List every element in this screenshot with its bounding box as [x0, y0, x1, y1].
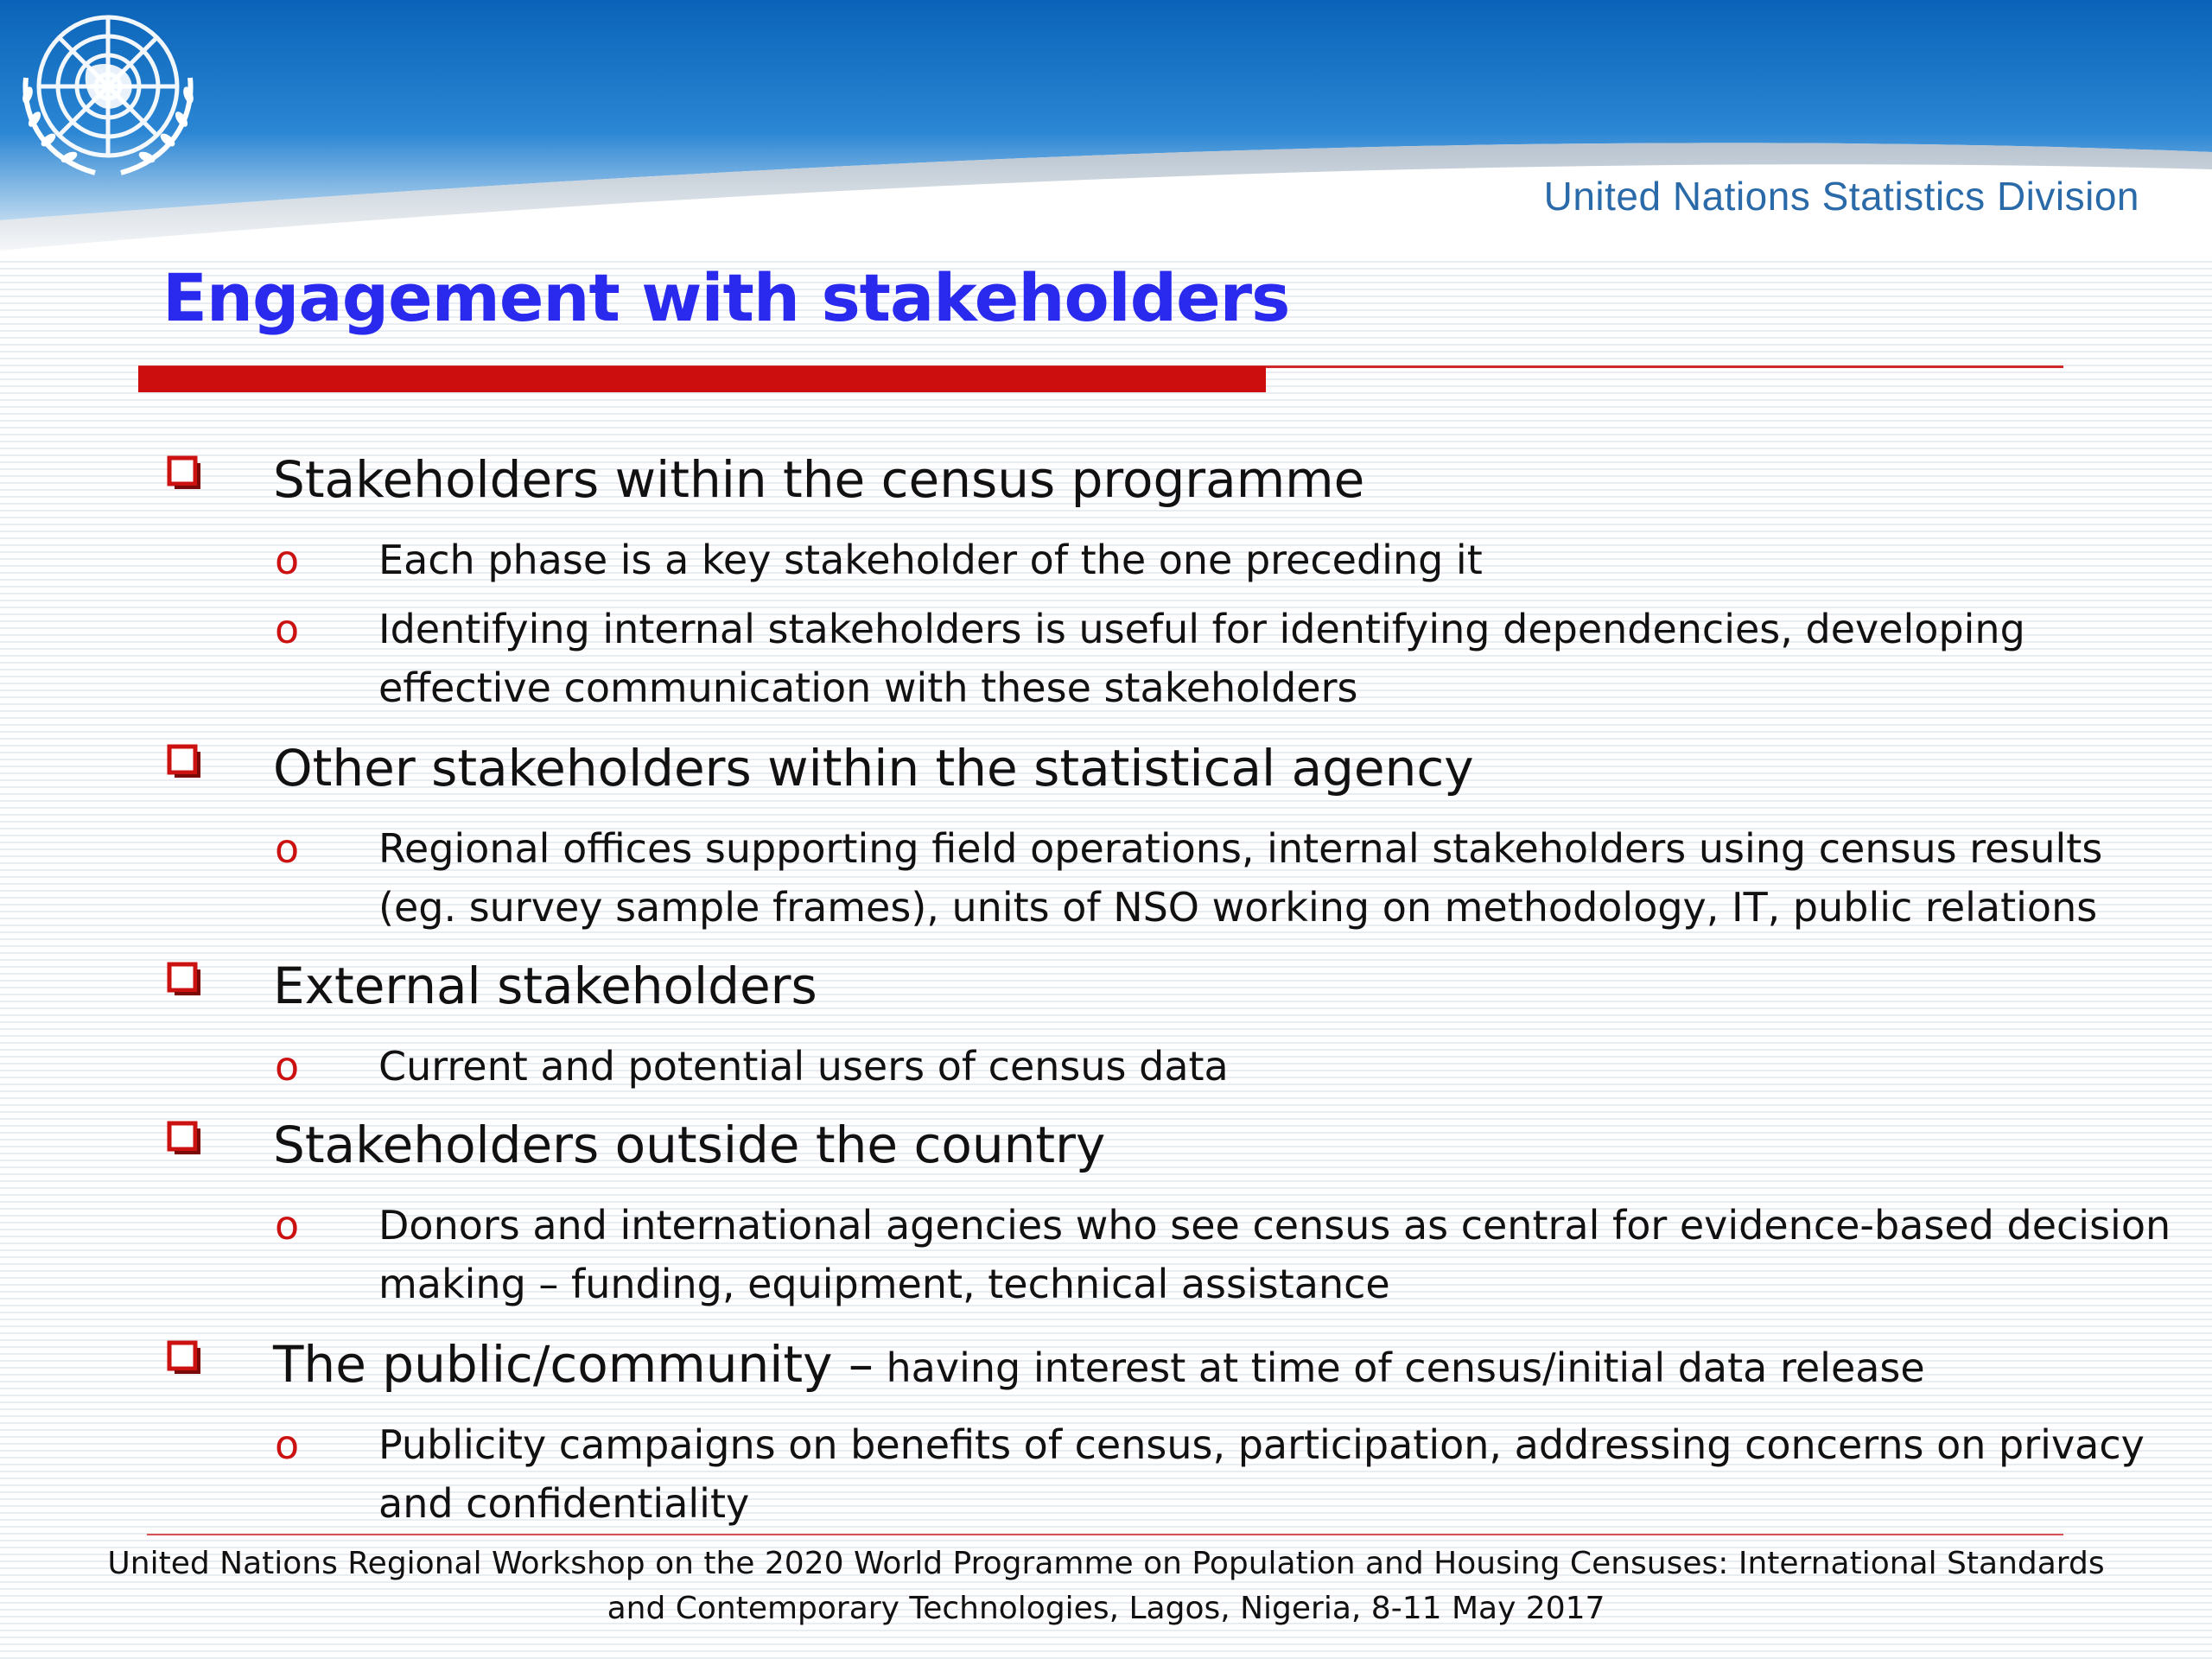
organization-name: United Nations Statistics Division	[1543, 174, 2139, 219]
footer	[86, 1541, 2126, 1631]
slide-title: Engagement with stakeholders	[162, 259, 1290, 336]
checkbox-bullet-icon	[166, 1120, 202, 1156]
section-heading: External stakeholders	[273, 957, 817, 1015]
checkbox-bullet-icon	[166, 743, 202, 779]
list-item: Identifying internal stakeholders is useful for identifying dependencies, developing	[378, 606, 2025, 652]
list-item: Donors and international agencies who see census as central for evidence-based decision	[378, 1202, 2171, 1249]
list-item: Publicity campaigns on benefits of census, participation, addressing concerns on privacy	[378, 1421, 2145, 1468]
footer-line-2: and Contemporary Technologies, Lagos, Nigeria, 8-11 May 2017	[607, 1591, 1605, 1626]
section-heading-suffix: having interest at time of census/initial data release	[873, 1344, 1925, 1391]
circle-bullet-icon: o	[275, 825, 300, 872]
footer-line-1: United Nations Regional Workshop on the 2020 World Programme on Population and Housing Censuses: International Standards	[107, 1546, 2105, 1581]
checkbox-bullet-icon	[166, 961, 202, 997]
footer-divider	[147, 1534, 2063, 1535]
checkbox-bullet-icon	[166, 1339, 202, 1376]
checkbox-bullet-icon	[166, 454, 202, 491]
circle-bullet-icon: o	[275, 1421, 300, 1468]
list-item: Each phase is a key stakeholder of the one preceding it	[378, 537, 1483, 583]
section-heading: Stakeholders within the census programme	[273, 450, 1365, 509]
list-item-continuation: (eg. survey sample frames), units of NSO working on methodology, IT, public relations	[378, 884, 2098, 931]
section-heading	[273, 1334, 1925, 1398]
list-item: Current and potential users of census data	[378, 1043, 1229, 1090]
circle-bullet-icon: o	[275, 1202, 300, 1249]
circle-bullet-icon: o	[275, 1043, 300, 1090]
list-item-continuation: and confidentiality	[378, 1480, 750, 1527]
section-heading-main: The public/community –	[273, 1335, 874, 1394]
list-item: Regional offices supporting field operations, internal stakeholders using census results	[378, 825, 2103, 872]
section-heading: Stakeholders outside the country	[273, 1116, 1106, 1174]
list-item-continuation: effective communication with these stakeholders	[378, 664, 1358, 711]
list-item-continuation: making – funding, equipment, technical assistance	[378, 1261, 1390, 1307]
circle-bullet-icon: o	[275, 606, 300, 652]
section-heading: Other stakeholders within the statistical agency	[273, 739, 1474, 798]
circle-bullet-icon: o	[275, 537, 300, 583]
